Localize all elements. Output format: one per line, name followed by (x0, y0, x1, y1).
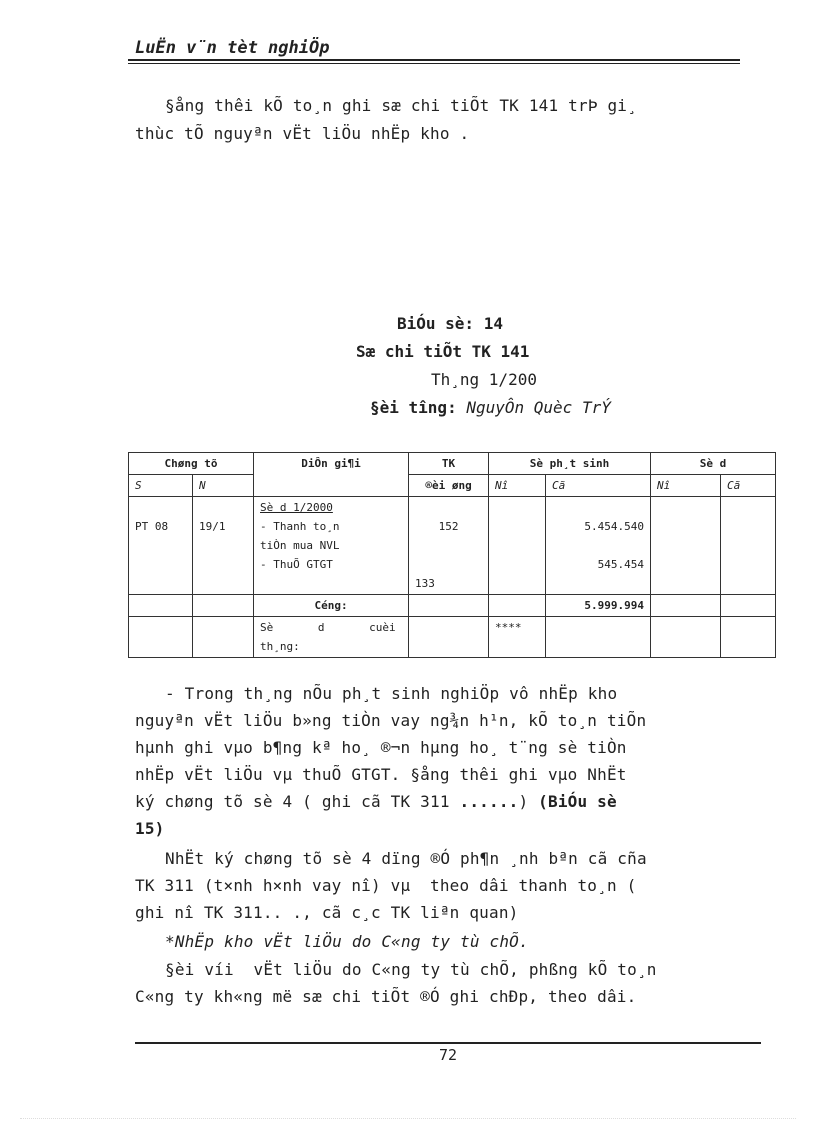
subject-label: §èi tîng: (370, 398, 457, 417)
table-total-row (129, 595, 776, 617)
page-number: 72 (438, 1046, 458, 1064)
cell-tk (409, 497, 489, 595)
ledger-table (128, 452, 776, 658)
figure-month: Th¸ng 1/200 (431, 370, 537, 389)
header-rule-thin (128, 63, 740, 64)
table-subheader-row (129, 475, 776, 497)
body-p1-l1: - Trong th¸ng nÕu ph¸t sinh nghiÖp vô nhËp kho (165, 684, 618, 703)
total-label: Céng: (254, 595, 409, 617)
subject-value: NguyÔn Quèc TrÝ (466, 398, 611, 417)
body-p2-l1: NhËt ký chøng tõ sè 4 dïng ®Ó ph¶n ¸nh bªn cã cña (165, 849, 647, 868)
cell-co (546, 497, 651, 595)
intro-line-2: thùc tÕ nguyªn vËt liÖu nhËp kho . (135, 124, 470, 143)
table-header-row (129, 453, 776, 475)
subheader-no: Nî (489, 475, 546, 497)
payment-line (260, 517, 402, 536)
table-closing-row (129, 617, 776, 658)
header-so-du: Sè d (651, 453, 776, 475)
body-p4-l2: C«ng ty kh«ng më sæ chi tiÕt ®Ó ghi chÐp, theo dâi. (135, 987, 637, 1006)
tk-133: 133 (415, 577, 435, 590)
body-p1-l6: 15) (135, 819, 165, 838)
subheader-s: S (129, 475, 193, 497)
closing-no: **** (489, 617, 546, 658)
cell-dien-giai (254, 497, 409, 595)
closing-label-a: Sè d cuèi (260, 621, 396, 634)
closing-label (254, 617, 409, 658)
body-p1-l5dots: ...... (459, 792, 519, 811)
body-p2-l3: ghi nî TK 311.. ., cã c¸c TK liªn quan) (135, 903, 519, 922)
header-rule (128, 59, 740, 61)
header-dien-giai: DiÔn gi¶i (254, 453, 409, 497)
body-p1-l5c: (BiÓu sè (538, 792, 617, 811)
subheader-no-du: Nî (651, 475, 721, 497)
vat-label: - ThuÕ GTGT (260, 558, 333, 571)
subheader-co: Cã (546, 475, 651, 497)
footer-rule (135, 1042, 761, 1044)
cell-ngay: 19/1 (193, 497, 254, 595)
figure-subject (370, 398, 611, 417)
body-p3-heading: *NhËp kho vËt liÖu do C«ng ty tù chÕ. (165, 932, 529, 951)
total-co: 5.999.994 (546, 595, 651, 617)
body-p1-l4: nhËp vËt liÖu vµ thuÕ GTGT. §ång thêi ghi vµo NhËt (135, 765, 627, 784)
cell-so: PT 08 (129, 497, 193, 595)
body-p1-l5 (135, 788, 760, 816)
body-p2-l2: TK 311 (t×nh h×nh vay nî) vµ theo dâi thanh to¸n ( (135, 876, 637, 895)
page-edge-divider (20, 1118, 796, 1119)
cell-co-du (721, 497, 776, 595)
header-tk: TK (409, 453, 489, 475)
body-p1-l2: nguyªn vËt liÖu b»ng tiÒn vay ng¾n h¹n, kÕ to¸n tiÕn (135, 711, 647, 730)
body-p1-l3: hµnh ghi vµo b¶ng kª ho¸ ®¬n hµng ho¸ t¨ng sè tiÒn (135, 738, 627, 757)
subheader-co-du: Cã (721, 475, 776, 497)
opening-balance-label: Sè d 1/2000 (260, 501, 333, 514)
subheader-n: N (193, 475, 254, 497)
co-amount-1: 5.454.540 (584, 520, 645, 533)
body-p1-l5b: ) (518, 792, 539, 811)
body-p1-l5a: ký chøng tõ sè 4 ( ghi cã TK 311 (135, 792, 460, 811)
header-chung-tu: Chøng tõ (129, 453, 254, 475)
closing-label-b: th¸ng: (260, 640, 300, 653)
table-row (129, 497, 776, 595)
co-amount-2: 545.454 (597, 558, 645, 571)
figure-title: Sæ chi tiÕt TK 141 (356, 342, 530, 361)
tk-152: 152 (438, 520, 459, 533)
header-so-phat-sinh: Sè ph¸t sinh (489, 453, 651, 475)
payment-label: - Thanh to¸n (260, 520, 340, 533)
body-p4-l1: §èi víi vËt liÖu do C«ng ty tù chÕ, phßng kÕ to¸n (165, 960, 657, 979)
cell-no (489, 497, 546, 595)
payment-label-cont: tiÒn mua NVL (260, 539, 340, 552)
figure-label: BiÓu sè: 14 (397, 314, 503, 333)
subheader-doi-ung: ®èi øng (409, 475, 489, 497)
header-title: LuËn v¨n tèt nghiÖp (135, 38, 330, 58)
cell-no-du (651, 497, 721, 595)
intro-line-1: §ång thêi kÕ to¸n ghi sæ chi tiÕt TK 141 trÞ gi¸ (165, 96, 637, 115)
